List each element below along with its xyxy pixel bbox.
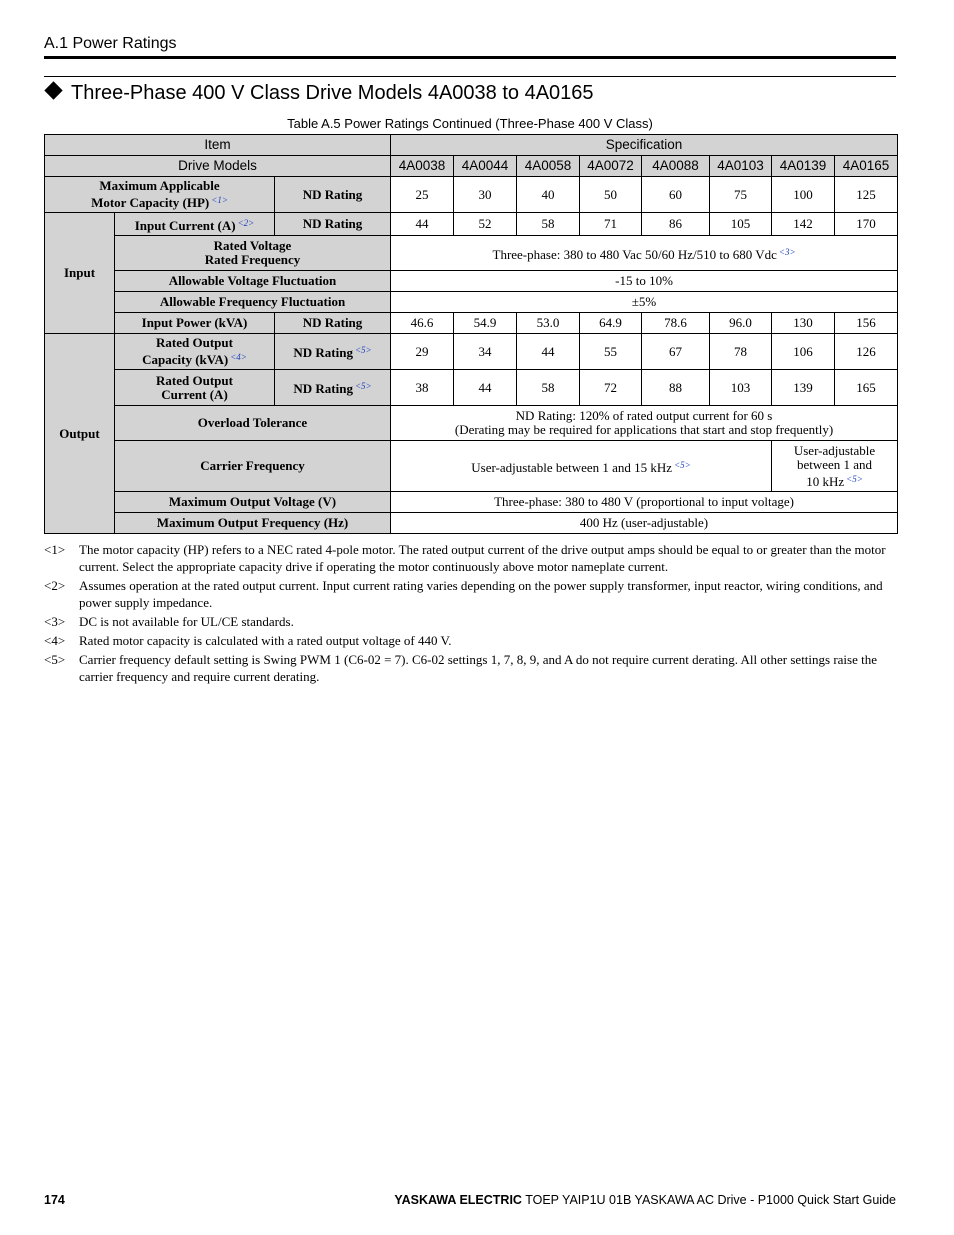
value-cell: 44 [391,213,454,236]
footer-doc-ref [394,1193,896,1207]
footnote-item [44,613,896,630]
table-row [45,370,898,406]
footnote-ref[interactable]: <4> [230,352,247,362]
max-output-voltage-label: Maximum Output Voltage (V) [115,492,391,513]
footnote-item [44,541,896,575]
model-cell: 4A0088 [642,156,710,177]
footnote-text: Carrier frequency default setting is Swing PWM 1 (C6-02 = 7). C6-02 settings 1, 7, 8, 9, and A do not require current derating. All other settings raise the carrier frequency and require current derating. [79,652,878,684]
footnote-ref[interactable]: <3> [778,246,796,257]
model-cell: 4A0103 [710,156,772,177]
footnote-ref[interactable]: <5> [674,459,691,470]
value-cell: 58 [517,213,580,236]
carrier-frequency-value-4a0165 [772,441,898,492]
rated-output-current-label [115,370,275,406]
heading-text: Three-Phase 400 V Class Drive Models 4A0038 to 4A0165 [71,82,594,104]
footnote-item [44,651,896,685]
value-cell: 72 [580,370,642,406]
allowable-voltage-label: Allowable Voltage Fluctuation [115,271,391,292]
value-cell: 64.9 [580,313,642,334]
value-cell: 52 [454,213,517,236]
section-header [44,34,896,59]
label-text: Input Current (A) [134,217,236,233]
label-line: Rated Frequency [204,252,301,267]
max-output-frequency-value: 400 Hz (user-adjustable) [391,513,898,534]
label-line: Capacity (kVA) [142,352,229,367]
value-cell: 30 [454,177,517,213]
page-number: 174 [44,1193,65,1207]
value-cell: 103 [710,370,772,406]
footnote-ref[interactable]: <2> [237,217,255,228]
footnote-ref[interactable]: <5> [354,381,372,391]
footnote-ref[interactable]: <1> [211,195,228,205]
label-line: Rated Output [156,372,233,388]
item-header: Item [45,135,391,156]
model-cell: 4A0038 [391,156,454,177]
footnote-tag: <4> [44,633,66,648]
value-line: 10 kHz [806,473,845,489]
value-cell: 25 [391,177,454,213]
table-row [45,213,898,236]
input-current-label [115,213,275,236]
section-title: A.1 Power Ratings [44,35,177,52]
table-row [45,156,898,177]
table-row [45,236,898,271]
allowable-voltage-value: -15 to 10% [391,271,898,292]
diamond-bullet-icon [44,81,62,99]
rated-voltage-label [115,236,391,271]
table-row [45,292,898,313]
label-text: ND Rating [293,345,353,360]
value-cell: 88 [642,370,710,406]
footnote-tag: <3> [44,614,66,629]
footnote-item [44,632,896,649]
allowable-frequency-value: ±5% [391,292,898,313]
value-text: User-adjustable between 1 and 15 kHz [471,459,673,475]
nd-rating-label [275,370,391,406]
table-row [45,135,898,156]
value-cell: 29 [391,334,454,370]
value-cell: 67 [642,334,710,370]
table-row [45,513,898,534]
rated-output-capacity-label [115,334,275,370]
value-cell: 100 [772,177,835,213]
value-cell: 78 [710,334,772,370]
overload-tolerance-label: Overload Tolerance [115,406,391,441]
input-group-label: Input [45,213,115,334]
value-cell: 106 [772,334,835,370]
footnote-text: Rated motor capacity is calculated with a rated output voltage of 440 V. [79,633,452,648]
value-line: (Derating may be required for applications that start and stop frequently) [454,422,834,437]
footnote-tag: <2> [44,578,66,593]
value-cell: 50 [580,177,642,213]
footnote-ref[interactable]: <5> [846,473,863,484]
table-row [45,271,898,292]
nd-rating-label: ND Rating [275,177,391,213]
footnotes [44,541,896,687]
value-cell: 170 [835,213,898,236]
table-caption: Table A.5 Power Ratings Continued (Three-Phase 400 V Class) [287,116,653,131]
input-power-label: Input Power (kVA) [115,313,275,334]
label-line: Maximum Applicable [99,178,220,193]
footnote-tag: <1> [44,542,66,557]
nd-rating-label [275,334,391,370]
overload-tolerance-value [391,406,898,441]
value-cell: 165 [835,370,898,406]
value-cell: 60 [642,177,710,213]
model-cell: 4A0139 [772,156,835,177]
value-cell: 53.0 [517,313,580,334]
value-cell: 105 [710,213,772,236]
value-cell: 55 [580,334,642,370]
carrier-frequency-label: Carrier Frequency [115,441,391,492]
table-row [45,334,898,370]
table-row [45,441,898,492]
footnote-text: The motor capacity (HP) refers to a NEC rated 4-pole motor. The rated output current of the drive output amps should be equal to or greater than the motor current. Select the appropriate capacity drive if operating the motor continuously above motor nameplate current. [79,542,886,574]
power-ratings-table [44,134,898,534]
value-cell: 75 [710,177,772,213]
value-cell: 34 [454,334,517,370]
page-heading [44,82,594,108]
footnote-item [44,577,896,611]
drive-models-label: Drive Models [45,156,391,177]
value-text: Three-phase: 380 to 480 Vac 50/60 Hz/510 to 680 Vdc [492,246,777,262]
value-cell: 71 [580,213,642,236]
value-cell: 130 [772,313,835,334]
value-line: User-adjustable [793,442,876,458]
value-cell: 58 [517,370,580,406]
model-cell: 4A0165 [835,156,898,177]
value-cell: 142 [772,213,835,236]
label-line: Current (A) [161,386,228,402]
model-cell: 4A0072 [580,156,642,177]
value-cell: 46.6 [391,313,454,334]
nd-rating-label: ND Rating [275,213,391,236]
table-row [45,177,898,213]
max-output-voltage-value: Three-phase: 380 to 480 V (proportional to input voltage) [391,492,898,513]
model-cell: 4A0058 [517,156,580,177]
label-line: Motor Capacity (HP) [91,195,210,210]
label-line: Rated Output [156,335,233,350]
footnote-tag: <5> [44,652,66,667]
value-line: ND Rating: 120% of rated output current for 60 s [515,408,773,423]
nd-rating-label: ND Rating [275,313,391,334]
allowable-frequency-label: Allowable Frequency Fluctuation [115,292,391,313]
value-cell: 44 [454,370,517,406]
table-row [45,492,898,513]
value-cell: 44 [517,334,580,370]
value-cell: 96.0 [710,313,772,334]
output-group-label: Output [45,334,115,534]
label-text: ND Rating [293,381,353,396]
rated-voltage-value [391,236,898,271]
footnote-text: DC is not available for UL/CE standards. [79,614,294,629]
footer-doc-text: TOEP YAIP1U 01B YASKAWA AC Drive - P1000 Quick Start Guide [521,1193,896,1207]
value-cell: 156 [835,313,898,334]
label-line: Rated Voltage [213,238,292,253]
carrier-frequency-value [391,441,772,492]
value-line: between 1 and [796,456,873,472]
footer-company: YASKAWA ELECTRIC [394,1193,522,1207]
divider [44,76,896,77]
value-cell: 125 [835,177,898,213]
model-cell: 4A0044 [454,156,517,177]
spec-header: Specification [391,135,898,156]
footnote-text: Assumes operation at the rated output current. Input current rating varies depending on the power supply transformer, input reactor, wiring conditions, and power supply impedance. [79,578,883,610]
value-cell: 78.6 [642,313,710,334]
value-cell: 126 [835,334,898,370]
value-cell: 54.9 [454,313,517,334]
footnote-ref[interactable]: <5> [354,345,372,355]
value-cell: 40 [517,177,580,213]
value-cell: 86 [642,213,710,236]
value-cell: 38 [391,370,454,406]
table-row [45,313,898,334]
value-cell: 139 [772,370,835,406]
max-motor-capacity-label [45,177,275,213]
max-output-frequency-label: Maximum Output Frequency (Hz) [115,513,391,534]
table-row [45,406,898,441]
